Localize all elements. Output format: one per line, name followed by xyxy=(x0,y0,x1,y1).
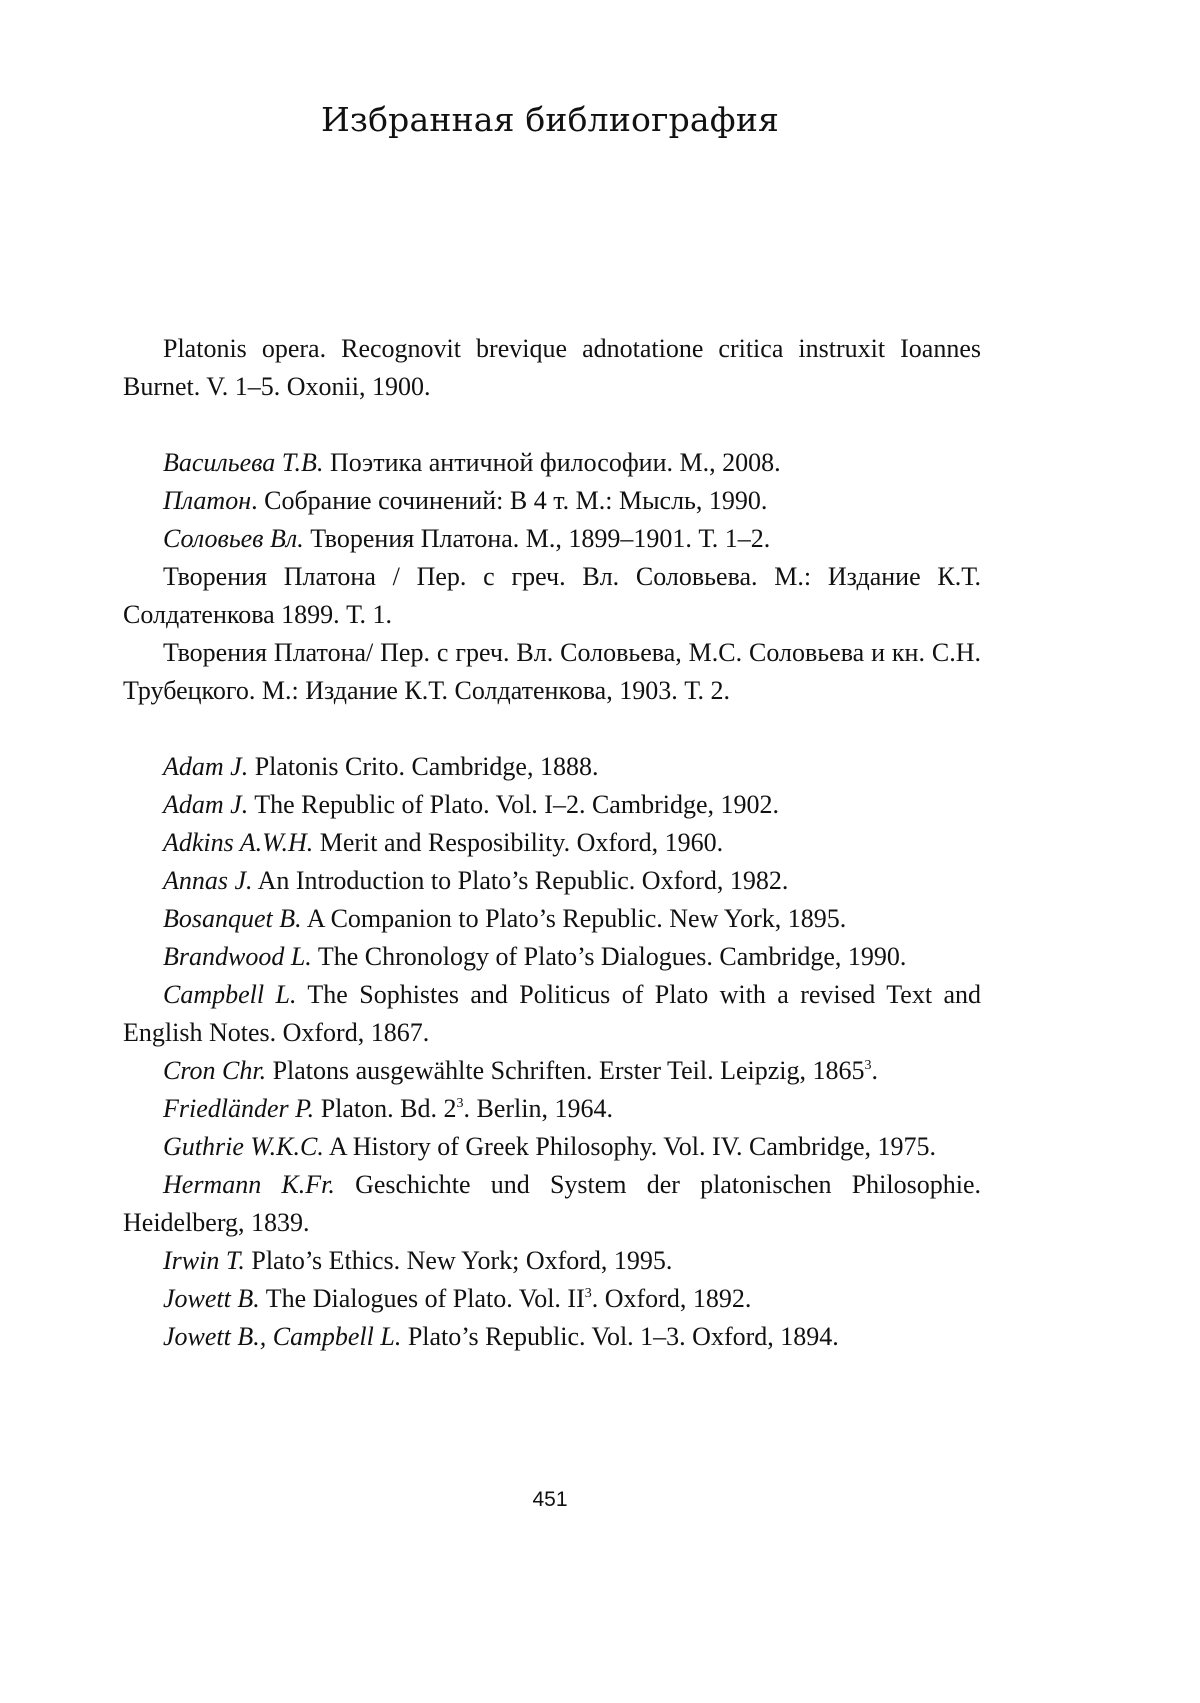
bibliography-entry xyxy=(123,824,981,862)
bibliography-entry xyxy=(123,1318,981,1356)
entry-author: Brandwood L. xyxy=(163,942,312,971)
bibliography-list xyxy=(123,330,981,1356)
entry-text: The Sophistes and Politicus of Plato with a revised Text and English Notes. Oxford, 1867. xyxy=(123,980,981,1047)
entry-author: Adkins A.W.H. xyxy=(163,828,314,857)
bibliography-entry xyxy=(123,748,981,786)
entry-author: Campbell L. xyxy=(163,980,297,1009)
bibliography-entry xyxy=(123,482,981,520)
entry-text: Platons ausgewählte Schriften. Erster Teil. Leipzig, 1865 xyxy=(266,1056,865,1085)
entry-author: Jowett B. xyxy=(163,1284,260,1313)
entry-author: Bosanquet B. xyxy=(163,904,302,933)
bibliography-entry xyxy=(123,444,981,482)
bibliography-entry xyxy=(123,330,981,406)
bibliography-entry xyxy=(123,900,981,938)
entry-author: Guthrie W.K.C. xyxy=(163,1132,324,1161)
entry-text: Творения Платона. М., 1899–1901. Т. 1–2. xyxy=(303,524,771,553)
entry-text-tail: . Berlin, 1964. xyxy=(463,1094,613,1123)
entry-author: Adam J. xyxy=(163,752,249,781)
entry-text: Platonis Crito. Cambridge, 1888. xyxy=(248,752,599,781)
entry-text: Plato’s Republic. Vol. 1–3. Oxford, 1894. xyxy=(401,1322,839,1351)
entry-superscript: 3 xyxy=(456,1096,464,1111)
entry-text: Plato’s Ethics. New York; Oxford, 1995. xyxy=(244,1246,673,1275)
entry-author: Васильева Т.В. xyxy=(163,448,324,477)
entry-author: Friedländer P. xyxy=(163,1094,315,1123)
page-number: 451 xyxy=(532,1488,568,1511)
entry-text: Platon. Bd. 2 xyxy=(314,1094,457,1123)
bibliography-entry xyxy=(123,938,981,976)
entry-text-tail: . Oxford, 1892. xyxy=(591,1284,752,1313)
entry-text-tail: . xyxy=(871,1056,879,1085)
bibliography-entry xyxy=(123,862,981,900)
bibliography-entry xyxy=(123,976,981,1052)
entry-text: Творения Платона / Пер. с греч. Вл. Соловьева. М.: Издание К.Т. Солдатенкова 1899. Т. 1. xyxy=(123,562,981,629)
entry-text: A History of Greek Philosophy. Vol. IV. Cambridge, 1975. xyxy=(323,1132,937,1161)
entry-text: . Собрание сочинений: В 4 т. М.: Мысль, 1990. xyxy=(251,486,768,515)
entry-author: Irwin T. xyxy=(163,1246,245,1275)
bibliography-entry xyxy=(123,1280,981,1318)
entry-author: Adam J. xyxy=(163,790,249,819)
entry-text: A Companion to Plato’s Republic. New York, 1895. xyxy=(301,904,847,933)
bibliography-entry xyxy=(123,558,981,634)
entry-superscript: 3 xyxy=(584,1286,592,1301)
entry-author: Платон xyxy=(163,486,252,515)
entry-text: An Introduction to Plato’s Republic. Oxford, 1982. xyxy=(252,866,789,895)
bibliography-entry xyxy=(123,786,981,824)
entry-text: The Chronology of Plato’s Dialogues. Cambridge, 1990. xyxy=(311,942,907,971)
bibliography-entry xyxy=(123,1166,981,1242)
entry-text: Geschichte und System der platonischen Philosophie. Heidelberg, 1839. xyxy=(123,1170,982,1237)
entry-author: Соловьев Вл. xyxy=(163,524,304,553)
bibliography-entry xyxy=(123,634,981,710)
entry-text: Творения Платона/ Пер. с греч. Вл. Соловьева, М.С. Соловьева и кн. С.Н. Трубецкого. М.: Издание К.Т. Солдатенкова, 1903. Т. 2. xyxy=(123,638,981,705)
entry-text: Merit and Resposibility. Oxford, 1960. xyxy=(313,828,724,857)
entry-superscript: 3 xyxy=(864,1058,872,1073)
bibliography-entry xyxy=(123,1242,981,1280)
entry-text: Platonis opera. Recognovit brevique adnotatione critica instruxit Ioannes Burnet. V. 1–5. Oxonii, 1900. xyxy=(123,334,981,401)
entry-author: Jowett B., Campbell L. xyxy=(163,1322,402,1351)
bibliography-entry xyxy=(123,1090,981,1128)
page-title: Избранная библиография xyxy=(320,100,780,139)
entry-author: Hermann K.Fr. xyxy=(163,1170,335,1199)
bibliography-entry xyxy=(123,520,981,558)
entry-text: Поэтика античной философии. М., 2008. xyxy=(323,448,781,477)
entry-text: The Republic of Plato. Vol. I–2. Cambridge, 1902. xyxy=(248,790,779,819)
bibliography-entry xyxy=(123,1128,981,1166)
entry-text: The Dialogues of Plato. Vol. II xyxy=(259,1284,585,1313)
bibliography-entry xyxy=(123,1052,981,1090)
entry-author: Annas J. xyxy=(163,866,253,895)
entry-author: Cron Chr. xyxy=(163,1056,267,1085)
